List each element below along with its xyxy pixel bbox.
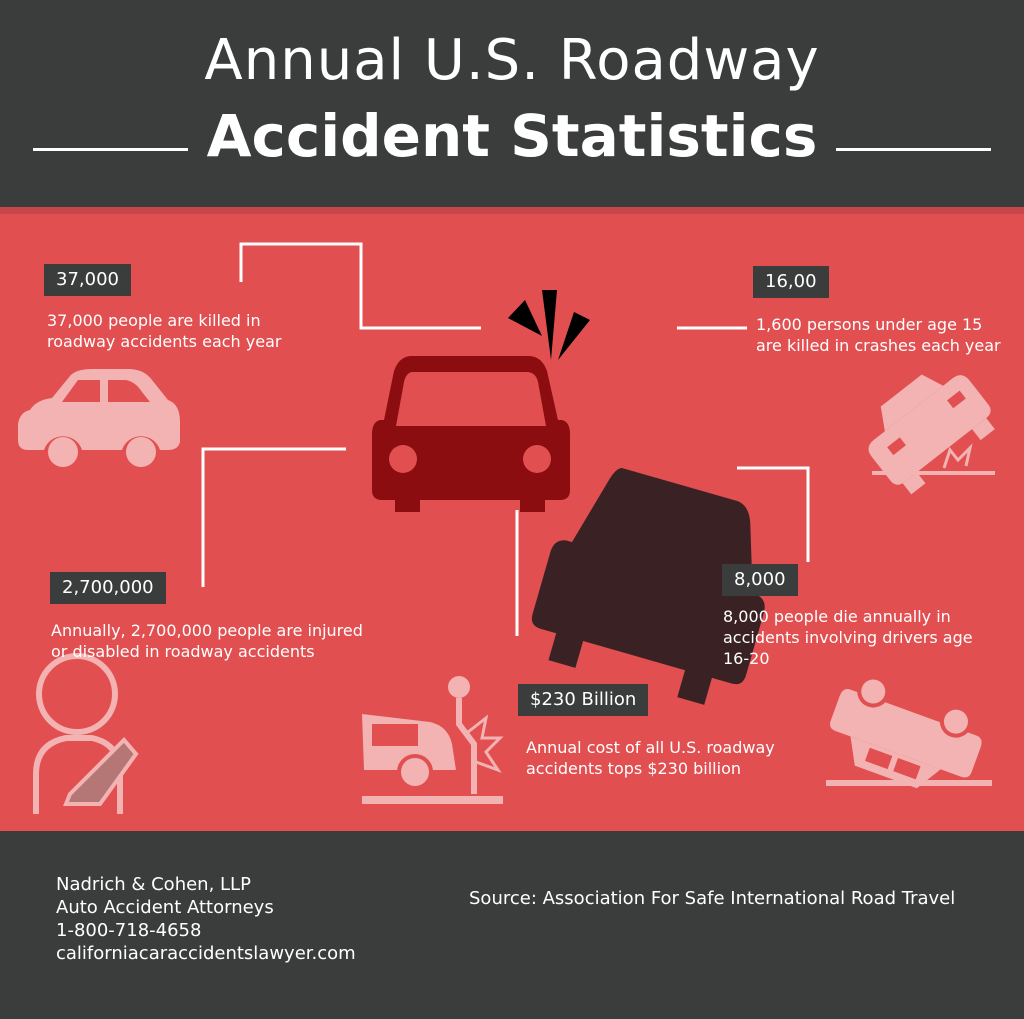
panel-graphics — [0, 214, 1024, 831]
injured-person-icon — [36, 656, 136, 814]
firm-phone: 1-800-718-4658 — [56, 920, 202, 941]
stat-badge-injured: 2,700,000 — [50, 572, 166, 604]
impact-burst-icon — [508, 290, 590, 360]
stat-desc-injured — [51, 620, 363, 662]
overturned-car-icon — [851, 354, 1003, 500]
stat-badge-under-15: 16,00 — [753, 266, 829, 298]
sedan-icon — [18, 369, 180, 467]
stat-desc-young-drivers-text: 8,000 people die annually in accidents involving drivers age 16-20 — [723, 607, 973, 668]
header — [0, 0, 1024, 207]
firm-website: californiacaraccidentslawyer.com — [56, 943, 356, 964]
title-line-2: Accident Statistics — [206, 102, 818, 170]
header-stripe — [0, 207, 1024, 214]
firm-tagline: Auto Accident Attorneys — [56, 897, 274, 918]
stat-desc-killed — [47, 310, 281, 352]
stat-desc-under-15-text: 1,600 persons under age 15 are killed in crashes each year — [756, 315, 1001, 355]
dark-car-headlight-left — [566, 407, 590, 431]
source-credit: Source: Association For Safe International Road Travel — [469, 888, 956, 909]
stat-desc-cost — [526, 737, 775, 779]
title-rule-left — [33, 148, 188, 151]
stat-desc-under-15 — [756, 314, 1001, 356]
flipped-car-icon — [819, 668, 992, 804]
stat-badge-young-drivers: 8,000 — [722, 564, 798, 596]
firm-info — [56, 873, 356, 965]
title-line-1: Annual U.S. Roadway — [204, 28, 820, 93]
stat-desc-cost-text: Annual cost of all U.S. roadway accidents tops $230 billion — [526, 738, 775, 778]
stats-panel — [0, 214, 1024, 831]
footer — [0, 831, 1024, 1019]
dark-car-window — [586, 376, 706, 446]
red-car-icon — [372, 356, 570, 512]
title-rule-right — [836, 148, 991, 151]
stat-desc-killed-text: 37,000 people are killed in roadway accidents each year — [47, 311, 282, 351]
firm-name: Nadrich & Cohen, LLP — [56, 874, 251, 895]
stat-desc-young-drivers — [723, 606, 973, 669]
dark-car-headlight — [680, 442, 708, 470]
stat-badge-cost: $230 Billion — [518, 684, 648, 716]
crash-car-icon — [362, 676, 503, 804]
stat-badge-killed: 37,000 — [44, 264, 131, 296]
stat-desc-injured-text: Annually, 2,700,000 people are injured or disabled in roadway accidents — [51, 621, 363, 661]
